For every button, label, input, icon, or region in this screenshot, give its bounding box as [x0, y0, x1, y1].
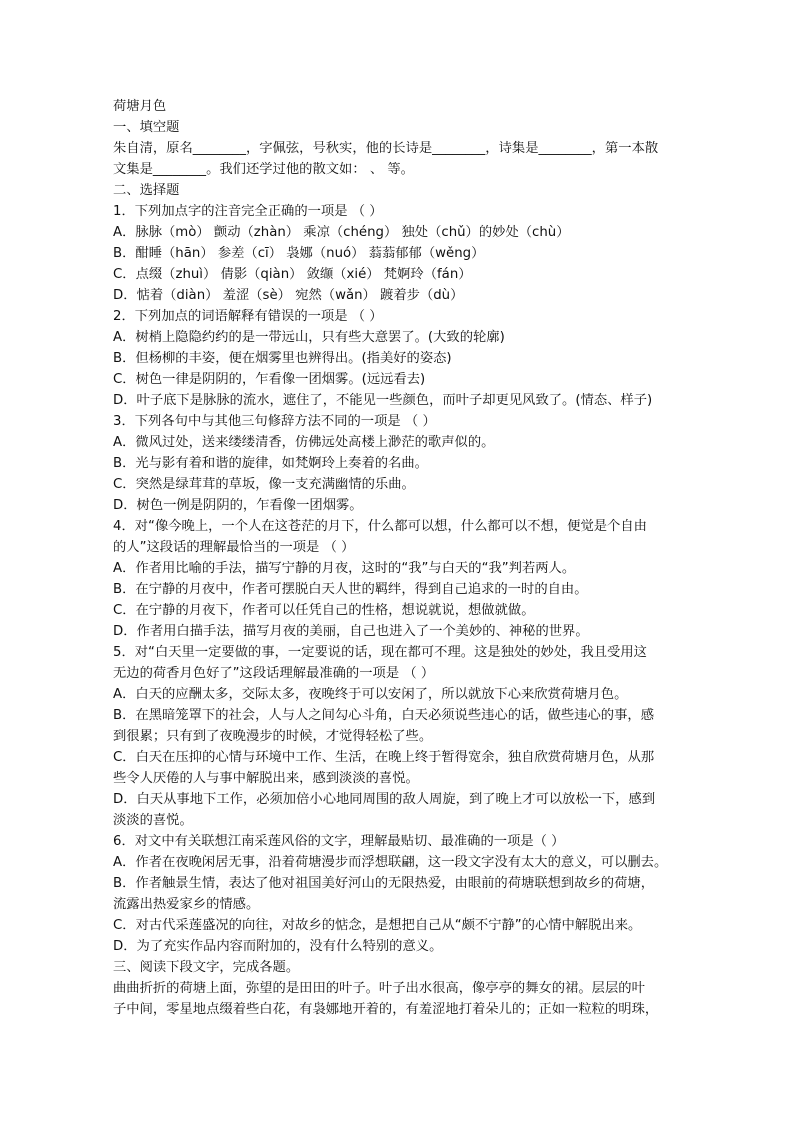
text-line: 流露出热爱家乡的情感。 [113, 897, 260, 912]
text-line: B．作者触景生情，表达了他对祖国美好河山的无限热爱，由眼前的荷塘联想到故乡的荷塘， [113, 876, 654, 891]
text-line: 1．下列加点字的注音完全正确的一项是 （ ） [113, 204, 383, 219]
text-line: 的人”这段话的理解最恰当的一项是 （ ） [113, 540, 355, 555]
text-line: C．点缀（zhuì） 倩影（qiàn） 敛缬（xié） 梵婀玲（fán） [113, 267, 472, 282]
text-line: C．树色一律是阴阴的，乍看像一团烟雾。(远远看去) [113, 372, 426, 387]
document-body [113, 96, 685, 1020]
text-line: 5．对“白天里一定要做的事，一定要说的话，现在都可不理。这是独处的妙处，我且受用这 [113, 645, 647, 660]
text-line: A．作者用比喻的手法，描写宁静的月夜，这时的“我”与白天的“我”判若两人。 [113, 561, 576, 576]
text-line: 2．下列加点的词语解释有错误的一项是 （ ） [113, 309, 383, 324]
text-line: 4．对“像今晚上，一个人在这苍茫的月下，什么都可以想，什么都可以不想，便觉是个自由 [113, 519, 647, 534]
section-heading: 一、填空题 [113, 120, 180, 135]
document-title: 荷塘月色 [113, 99, 167, 114]
text-line: C．突然是绿茸茸的草坂，像一支充满幽情的乐曲。 [113, 477, 415, 492]
text-line: 无边的荷香月色好了”这段话理解最准确的一项是 （ ） [113, 666, 435, 681]
text-line: 朱自清，原名________，字佩弦，号秋实，他的长诗是________，诗集是________，第一本散 [113, 141, 659, 156]
text-line: 到很累；只有到了夜晚漫步的时候，才觉得轻松了些。 [113, 729, 433, 744]
text-line: B．酣睡（hān） 参差（cī） 袅娜（nuó） 蓊蓊郁郁（wěng） [113, 246, 485, 261]
text-line: D．叶子底下是脉脉的流水，遮住了，不能见一些颜色，而叶子却更见风致了。(情态、样子) [113, 393, 653, 408]
text-line: 6．对文中有关联想江南采莲风俗的文字，理解最贴切、最准确的一项是（ ） [113, 834, 565, 849]
text-line: C．白天在压抑的心情与环境中工作、生活，在晚上终于暂得宽余，独自欣赏荷塘月色，从那 [113, 750, 655, 765]
text-line: D．为了充实作品内容而附加的，没有什么特别的意义。 [113, 939, 443, 954]
text-line: D．树色一例是阴阴的，乍看像一团烟雾。 [113, 498, 363, 513]
text-line: 些令人厌倦的人与事中解脱出来，感到淡淡的喜悦。 [113, 771, 419, 786]
text-line: D．惦着（diàn） 羞涩（sè） 宛然（wǎn） 踱着步（dù） [113, 288, 464, 303]
text-line: C．对古代采莲盛况的向往，对故乡的惦念，是想把自己从“颇不宁静”的心情中解脱出来。 [113, 918, 642, 933]
text-line: A．脉脉（mò） 颤动（zhàn） 乘凉（chéng） 独处（chǔ）的妙处（chù） [113, 225, 570, 240]
text-line: D．白天从事地下工作，必须加倍小心地同周围的敌人周旋，到了晚上才可以放松一下，感到 [113, 792, 656, 807]
text-line: B．在黑暗笼罩下的社会，人与人之间勾心斗角，白天必须说些违心的话，做些违心的事，感 [113, 708, 654, 723]
text-line: A．树梢上隐隐约约的是一带远山，只有些大意罢了。(大致的轮廓) [113, 330, 505, 345]
text-line: D．作者用白描手法，描写月夜的美丽，自己也进入了一个美妙的、神秘的世界。 [113, 624, 589, 639]
text-line: C．在宁静的月夜下，作者可以任凭自己的性格，想说就说，想做就做。 [113, 603, 535, 618]
text-line: 淡淡的喜悦。 [113, 813, 193, 828]
text-line: A．微风过处，送来缕缕清香，仿佛远处高楼上渺茫的歌声似的。 [113, 435, 495, 450]
text-line: B．在宁静的月夜中，作者可摆脱白天人世的羁绊，得到自己追求的一时的自由。 [113, 582, 588, 597]
text-line: 曲曲折折的荷塘上面，弥望的是田田的叶子。叶子出水很高，像亭亭的舞女的裙。层层的叶 [113, 981, 645, 996]
text-line: B．光与影有着和谐的旋律，如梵婀玲上奏着的名曲。 [113, 456, 428, 471]
text-line: 文集是________。我们还学过他的散文如： 、 等。 [113, 162, 414, 177]
section-heading: 二、选择题 [113, 183, 180, 198]
text-line: A．作者在夜晚闲居无事，沿着荷塘漫步而浮想联翩，这一段文字没有太大的意义，可以删去。 [113, 855, 668, 870]
text-line: A．白天的应酬太多，交际太多，夜晚终于可以安闲了，所以就放下心来欣赏荷塘月色。 [113, 687, 628, 702]
text-line: 子中间，零星地点缀着些白花，有袅娜地开着的，有羞涩地打着朵儿的；正如一粒粒的明珠， [113, 1002, 659, 1017]
text-line: B．但杨柳的丰姿，便在烟雾里也辨得出。(指美好的姿态) [113, 351, 452, 366]
section-heading: 三、阅读下段文字，完成各题。 [113, 960, 300, 975]
text-line: 3．下列各句中与其他三句修辞方法不同的一项是 （ ） [113, 414, 436, 429]
